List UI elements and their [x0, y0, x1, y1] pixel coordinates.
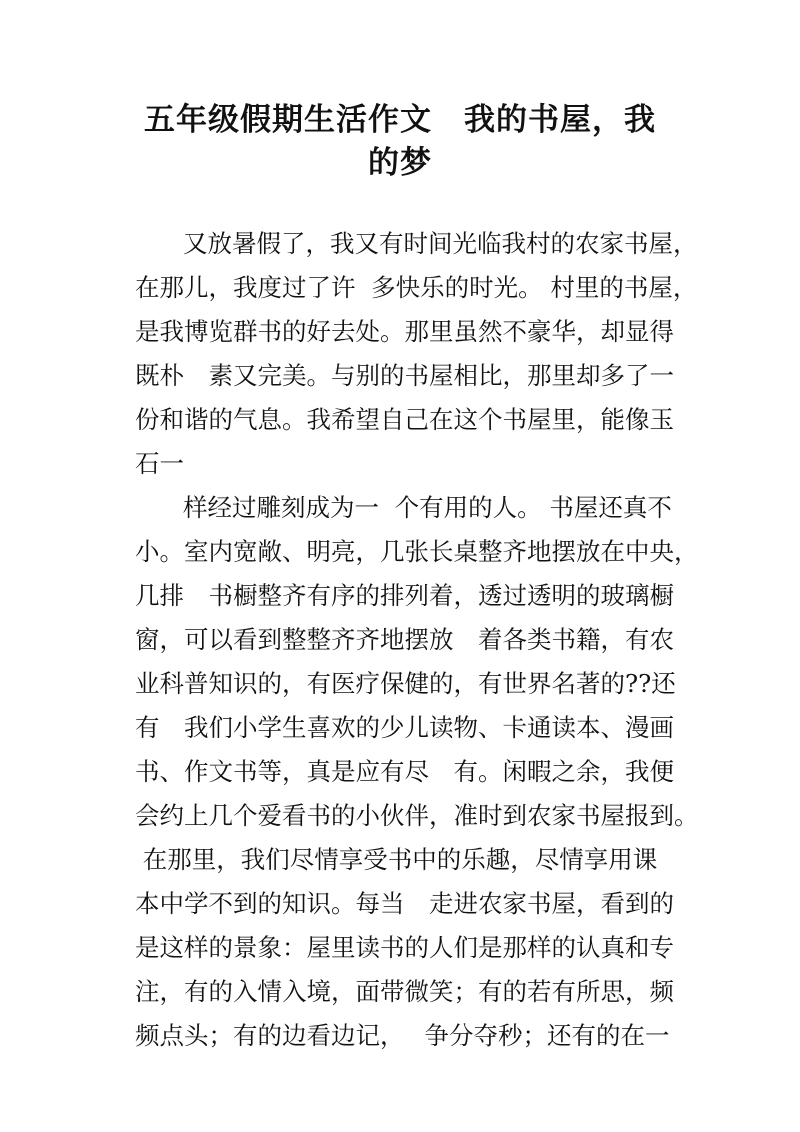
- title-line-1: 五年级假期生活作文 我的书屋，我: [144, 102, 656, 138]
- essay-line: 注，有的入情入境，面带微笑；有的若有所思，频: [135, 977, 674, 1006]
- essay-line: 小。室内宽敞、明亮，几张长桌整齐地摆放在中央，: [135, 537, 699, 566]
- essay-line: 既朴 素又完美。与别的书屋相比，那里却多了一: [135, 361, 674, 390]
- essay-line: 本中学不到的知识。每当 走进农家书屋，看到的: [135, 889, 674, 918]
- essay-line: 业科普知识的，有医疗保健的，有世界名著的??还: [135, 669, 676, 698]
- essay-line: 在那里，我们尽情享受书中的乐趣，尽情享用课: [135, 845, 658, 874]
- essay-line: 是我博览群书的好去处。那里虽然不豪华，却显得: [135, 317, 674, 346]
- essay-line: 样经过雕刻成为一 个有用的人。 书屋还真不: [183, 493, 672, 522]
- essay-line: 会约上几个爱看书的小伙伴，准时到农家书屋报到。: [135, 801, 699, 830]
- essay-line: 窗，可以看到整整齐齐地摆放 着各类书籍，有农: [135, 625, 674, 654]
- essay-line: 是这样的景象：屋里读书的人们是那样的认真和专: [135, 933, 674, 962]
- essay-line: 石一: [135, 449, 184, 478]
- essay-line: 频点头；有的边看边记， 争分夺秒；还有的在一: [135, 1021, 670, 1050]
- essay-line: 有 我们小学生喜欢的少儿读物、卡通读本、漫画: [135, 713, 674, 742]
- essay-line: 几排 书橱整齐有序的排列着，透过透明的玻璃橱: [135, 581, 674, 610]
- essay-line: 又放暑假了，我又有时间光临我村的农家书屋，: [183, 229, 698, 258]
- essay-line: 书、作文书等，真是应有尽 有。闲暇之余，我便: [135, 757, 674, 786]
- essay-line: 份和谐的气息。我希望自己在这个书屋里，能像玉: [135, 405, 674, 434]
- essay-line: 在那儿，我度过了许 多快乐的时光。 村里的书屋，: [135, 273, 698, 302]
- title-line-2: 的梦: [368, 145, 432, 181]
